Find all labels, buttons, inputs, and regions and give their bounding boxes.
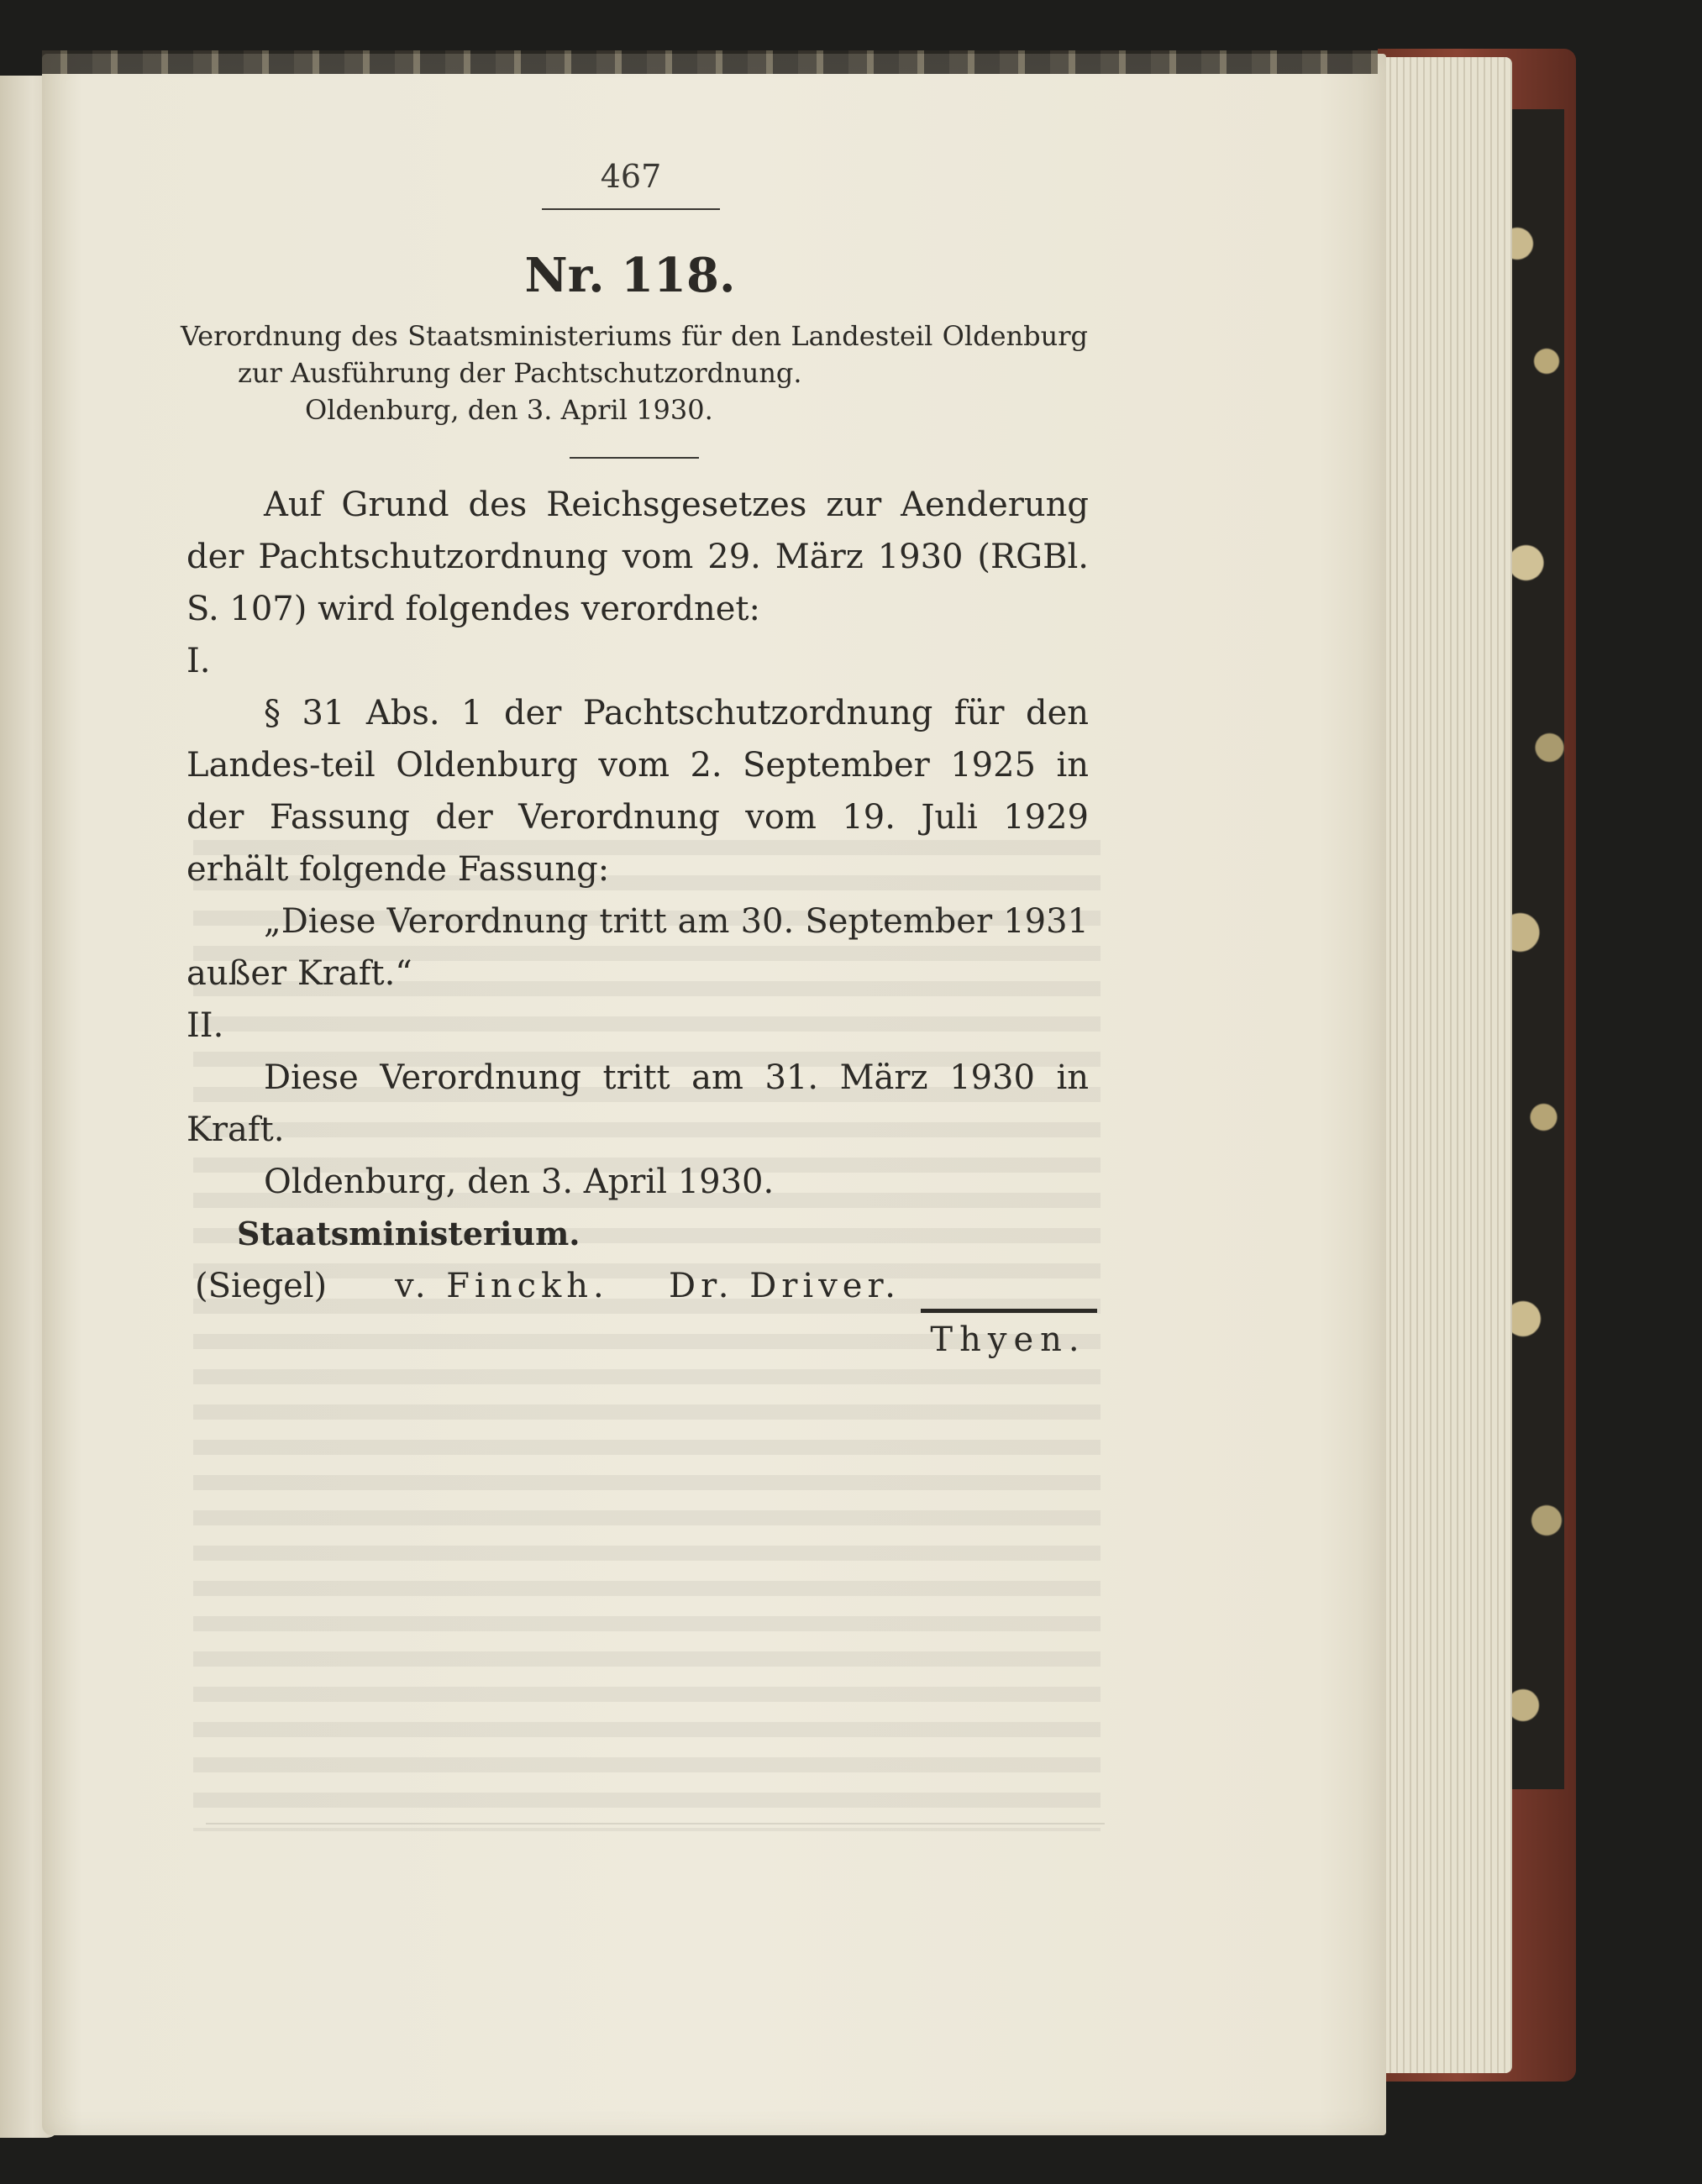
preamble-paragraph: Auf Grund des Reichsgesetzes zur Aenderung der Pachtschutzordnung vom 29. März 1930 (RGBl. S. 107) wird folgendes verordnet: bbox=[186, 486, 1089, 628]
issuing-authority: Staatsministerium. bbox=[237, 1215, 580, 1252]
subtitle-line: Oldenburg, den 3. April 1930. bbox=[305, 394, 713, 426]
place-date: Oldenburg, den 3. April 1930. bbox=[264, 1163, 775, 1201]
signature-line bbox=[186, 1260, 1089, 1312]
page-edges bbox=[1378, 57, 1512, 2073]
section-paragraph: Diese Verordnung tritt am 31. März 1930 in Kraft. bbox=[186, 1058, 1089, 1149]
page-number: 467 bbox=[542, 158, 720, 210]
section-paragraph: § 31 Abs. 1 der Pachtschutzordnung für den Landes-teil Oldenburg vom 2. September 1925 in der Fassung der Verordnung vom 19. Juli 1929 erhält folgende Fassung: bbox=[186, 694, 1089, 889]
subtitle-line: zur Ausführung der Pachtschutzordnung. bbox=[238, 357, 802, 389]
document-subtitle bbox=[181, 318, 1088, 428]
bleed-through-rule bbox=[206, 1823, 1105, 1824]
signature-3: Thyen. bbox=[930, 1320, 1086, 1359]
signature-rule bbox=[921, 1309, 1097, 1313]
document-heading: Nr. 118. bbox=[524, 248, 736, 303]
signature-1: v. Finckh. bbox=[395, 1267, 609, 1305]
marbled-endpaper bbox=[1505, 109, 1564, 1789]
section-number: II. bbox=[186, 1006, 224, 1045]
divider-rule bbox=[570, 457, 699, 459]
document-body bbox=[186, 479, 1089, 1312]
seal-mark: (Siegel) bbox=[195, 1267, 328, 1305]
section-number: I. bbox=[186, 642, 211, 680]
subtitle-line: Verordnung des Staatsministeriums für den Landesteil Oldenburg bbox=[181, 320, 1088, 352]
section-paragraph: „Diese Verordnung tritt am 30. September 1931 außer Kraft.“ bbox=[186, 902, 1089, 993]
book-top-band bbox=[42, 50, 1378, 74]
signature-2: Dr. Driver. bbox=[669, 1267, 901, 1305]
